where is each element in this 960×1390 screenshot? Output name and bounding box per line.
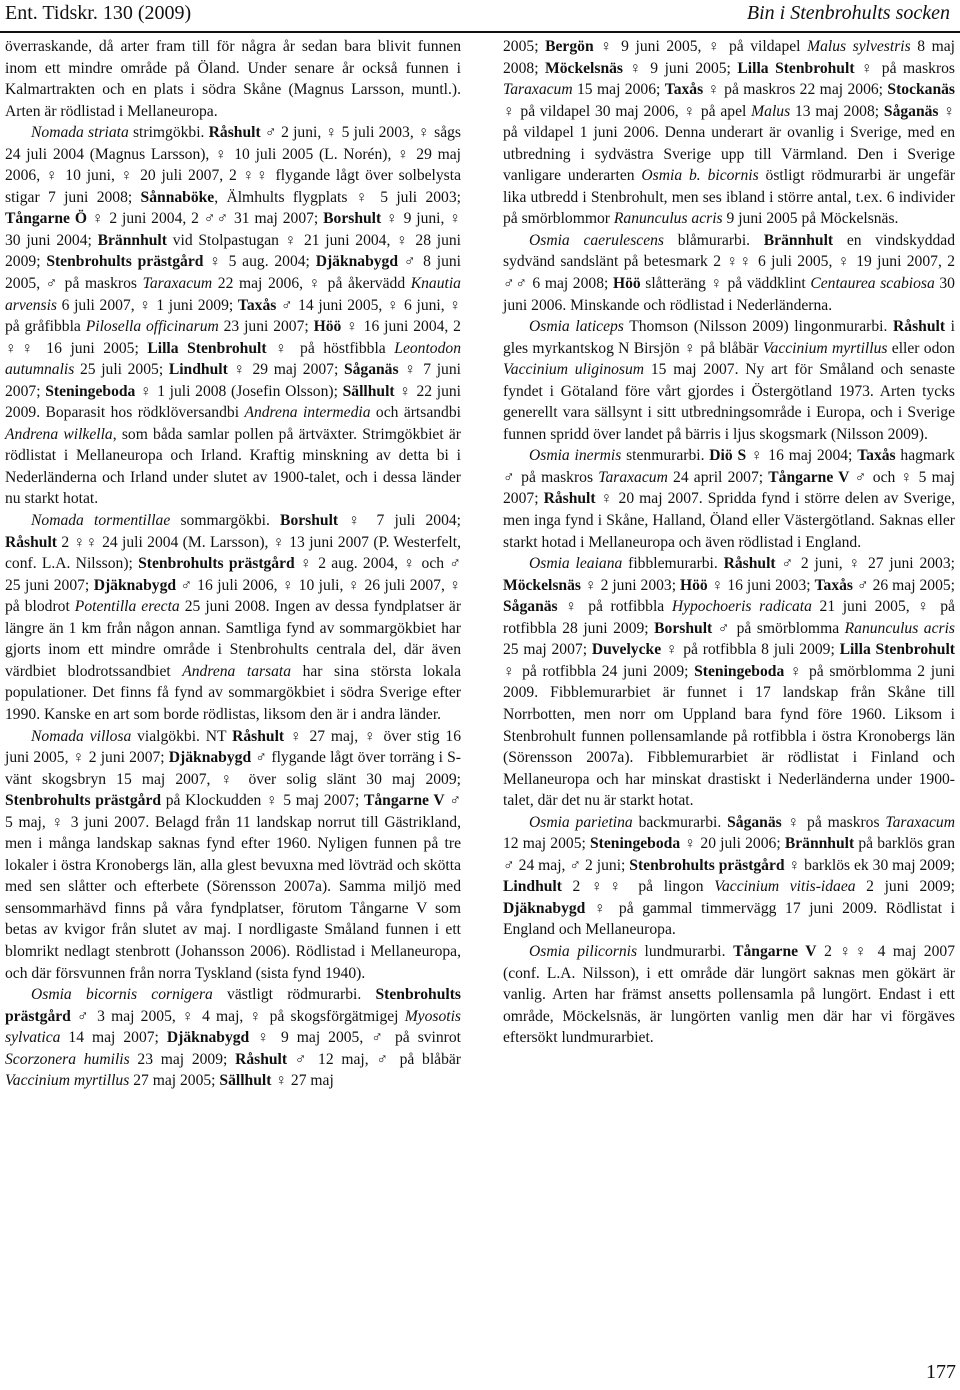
paragraph: Nomada striata strimgökbi. Råshult ♂ 2 juni, ♀ 5 juli 2003, ♀ sågs 24 juli 2004 (Magnus Larsson), ♀ 10 juli 2005 (L. Norén), ♀ 29 maj 2006, ♀ 10 juni, ♀ 20 juli 2007, 2 ♀♀ flygande lågt över solbelysta stigar 7 juni 2008; Sånnaböke, Älmhults flygplats ♀ 5 juli 2003; Tångarne Ö ♀ 2 juni 2004, 2 ♂♂ 31 maj 2007; Borshult ♀ 9 juni, ♀ 30 juni 2004; Brännhult vid Stolpastugan ♀ 21 juni 2004, ♀ 28 juni 2009; Stenbrohults prästgård ♀ 5 aug. 2004; Djäknabygd ♂ 8 juni 2005, ♂ på maskros Taraxacum 22 maj 2006, ♀ på åkervädd Knautia arvensis 6 juli 2007, ♀ 1 juni 2009; Taxås ♂ 14 juni 2005, ♀ 6 juni, ♀ på gråfibbla Pilosella officinarum 23 juni 2007; Höö ♀ 16 juni 2004, 2 ♀♀ 16 juni 2005; Lilla Stenbrohult ♀ på höstfibbla Leontodon autumnalis 25 juli 2005; Lindhult ♀ 29 maj 2007; Såganäs ♀ 7 juni 2007; Steningeboda ♀ 1 juli 2008 (Josefin Olsson); Sällhult ♀ 22 juni 2009. Boparasit hos rödklöversandbi Andrena intermedia och ärtsandbi Andrena wilkella, som båda samlar pollen på ärtväxter. Strimgökbiet är rödlistat i Mellaneuropa och Irland. Kraftig minskning av detta bi i Nederländerna och Irland under slutet av 1900-talet, och i dessa länder nu starkt hotat.	[5, 124, 462, 508]
paragraph: Osmia bicornis cornigera västligt rödmurarbi. Stenbrohults prästgård ♂ 3 maj 2005, ♀ 4 maj, ♀ på skogsförgätmigej Myosotis sylvatica 14 maj 2007; Djäknabygd ♀ 9 maj 2005, ♂ på svinrot Scorzonera humilis 23 maj 2009; Råshult ♂ 12 maj, ♂ på blåbär Vaccinium myrtillus 27 maj 2005; Sällhult ♀ 27 maj	[5, 986, 462, 1090]
paragraph: Nomada villosa vialgökbi. NT Råshult ♀ 27 maj, ♀ över stig 16 juni 2005, ♀ 2 juni 2007; Djäknabygd ♂ flygande lågt över torräng i S-vänt skogsbryn 15 maj 2007, ♀ över solig slänt 30 maj 2009; Stenbrohults prästgård på Klockudden ♀ 5 maj 2007; Tångarne V ♂ 5 maj, ♀ 3 juni 2007. Belagd från 11 landskap norrut till Gästrikland, men i många landskap saknas fynd efter 1960. Nyligen funnen på tre lokaler i östra Kronobergs län, alla glest bevuxna med lövträd och skötta med sen slåtter och efterbete (Sörensson 2007a). Samma miljö med sensommarhävd finns på våra fyndplatser, förutom Tångarne V som betas av kvigor från slutet av maj. I nordligaste Småland funnen i ett blomrikt nedlagt stenbrott (Johansson 2006). Rödlistad i Mellaneuropa, och där försvunnen från norra Tyskland (sista fynd 1940).	[5, 727, 462, 982]
paragraph: 2005; Bergön ♀ 9 juni 2005, ♀ på vildapel Malus sylvestris 8 maj 2008; Möckelsnäs ♀ 9 juni 2005; Lilla Stenbrohult ♀ på maskros Taraxacum 15 maj 2006; Taxås ♀ på maskros 22 maj 2006; Stockanäs ♀ på vildapel 30 maj 2006, ♀ på apel Malus 13 maj 2008; Såganäs ♀ på vildapel 1 juni 2006. Denna underart är ovanlig i Sverige, med en utbredning i sydvästra Sverige upp till Värmland. Den i Sverige vanligare underarten Osmia b. bicornis östligt rödmurarbi är ungefär lika utbredd i Stenbrohult, men ses ibland i större antal, t.ex. 6 individer på smörblommor Ranunculus acris 9 juni 2005 på Möckelsnäs.	[503, 38, 956, 228]
paragraph: överraskande, då arter fram till för några år sedan bara blivit funnen inom ett mindre område på Öland. Under senare år också funnen i Kalmartrakten och en plats i södra Skåne (Magnus Larsson, muntl.). Arten är rödlistad i Mellaneuropa.	[5, 38, 461, 120]
header-rule	[0, 31, 960, 33]
journal-header: Ent. Tidskr. 130 (2009)	[5, 2, 192, 24]
left-column	[5, 36, 461, 1092]
right-column	[503, 36, 955, 1049]
paragraph: Osmia leaiana fibblemurarbi. Råshult ♂ 2 juni, ♀ 27 juni 2003; Möckelsnäs ♀ 2 juni 2003; Höö ♀ 16 juni 2003; Taxås ♂ 26 maj 2005; Såganäs ♀ på rotfibbla Hypochoeris radicata 21 juni 2005, ♀ på rotfibbla 28 juni 2009; Borshult ♂ på smörblomma Ranunculus acris 25 maj 2007; Duvelycke ♀ på rotfibbla 8 juli 2009; Lilla Stenbrohult ♀ på rotfibbla 24 juni 2009; Steningeboda ♀ på smörblomma 2 juni 2009. Fibblemurarbiet är funnet i 17 landskap från Skåne till Norrbotten, men norr om Uppland bara fynd före 1960. Liksom i Stenbrohult funnen pollensamlande på rotfibbla i östra Kronobergs län (Sörensson 2007a). Fibblemurarbiet är rödlistat i Finland och Mellaneuropa och har minskat drastiskt i Nederländerna under 1900-talet, där det nu är starkt hotat.	[503, 555, 956, 810]
paragraph: Nomada tormentillae sommargökbi. Borshult ♀ 7 juli 2004; Råshult 2 ♀♀ 24 juli 2004 (M. Larsson), ♀ 13 juni 2007 (P. Westerfelt, conf. L.A. Nilsson); Stenbrohults prästgård ♀ 2 aug. 2004, ♀ och ♂ 25 juni 2007; Djäknabygd ♂ 16 juli 2006, ♀ 10 juli, ♀ 26 juli 2007, ♀ på blodrot Potentilla erecta 25 juni 2008. Ingen av dessa fyndplatser är längre än 1 km från någon annan. Samtliga fynd av sommargökbiet har gjorts inom ett mindre område i Stenbrohults centrala del, där även värdbiet blodrotssandbiet Andrena tarsata har sina största lokala populationer. Det finns få fynd av sommargökbiet i södra Sverige efter 1990. Kanske en art som borde rödlistas, liksom den är i andra länder.	[5, 512, 462, 723]
paragraph: Osmia laticeps Thomson (Nilsson 2009) lingonmurarbi. Råshult i gles myrkantskog N Birsjön ♀ på blåbär Vaccinium myrtillus eller odon Vaccinium uliginosum 15 maj 2007. Ny art för Småland och senaste fyndet i Götaland före vårt gjordes i Östergötland 1973. Arten tycks generellt vara sällsynt i sitt utbredningsområde i Europa, och i Sverige funnen spridd över landet på bärris i ljus skogsmark (Nilsson 2009).	[503, 318, 956, 443]
paragraph: Osmia parietina backmurarbi. Såganäs ♀ på maskros Taraxacum 12 maj 2005; Steningeboda ♀ 20 juli 2006; Brännhult på barklös gran ♂ 24 maj, ♂ 2 juni; Stenbrohults prästgård ♀ barklös ek 30 maj 2009; Lindhult 2 ♀♀ på lingon Vaccinium vitis-idaea 2 juni 2009; Djäknabygd ♀ på gammal timmervägg 17 juni 2009. Rödlistat i England och Mellaneuropa.	[503, 813, 955, 939]
paragraph: Osmia pilicornis lundmurarbi. Tångarne V 2 ♀♀ 4 maj 2007 (conf. L.A. Nilsson), i ett område där lungört saknas men gökärt är vanlig. Arten har främst ansetts pollensamla på lungört. Endast i ett område, Möckelsnäs, är lungörten vanlig men där har vi förgäves eftersökt lundmurarbiet.	[503, 942, 955, 1047]
running-title: Bin i Stenbrohults socken	[746, 2, 950, 24]
paragraph: Osmia caerulescens blåmurarbi. Brännhult en vindskyddad sydvänd sandslänt på betesmark 2 ♀♀ 6 juli 2005, ♀ 19 juni 2007, 2 ♂♂ 6 maj 2008; Höö slåtteräng ♀ på väddklint Centaurea scabiosa 30 juni 2006. Minskande och rödlistad i Nederländerna.	[503, 231, 956, 314]
page-number: 177	[926, 1361, 956, 1383]
paragraph: Osmia inermis stenmurarbi. Diö S ♀ 16 maj 2004; Taxås hagmark ♂ på maskros Taraxacum 24 april 2007; Tångarne V ♂ och ♀ 5 maj 2007; Råshult ♀ 20 maj 2007. Spridda fynd i större delen av Sverige, men inga fynd i Skåne, Halland, Öland eller Västergötland. Saknas eller starkt hotad i Mellaneuropa och även rödlistad i England.	[503, 447, 956, 551]
